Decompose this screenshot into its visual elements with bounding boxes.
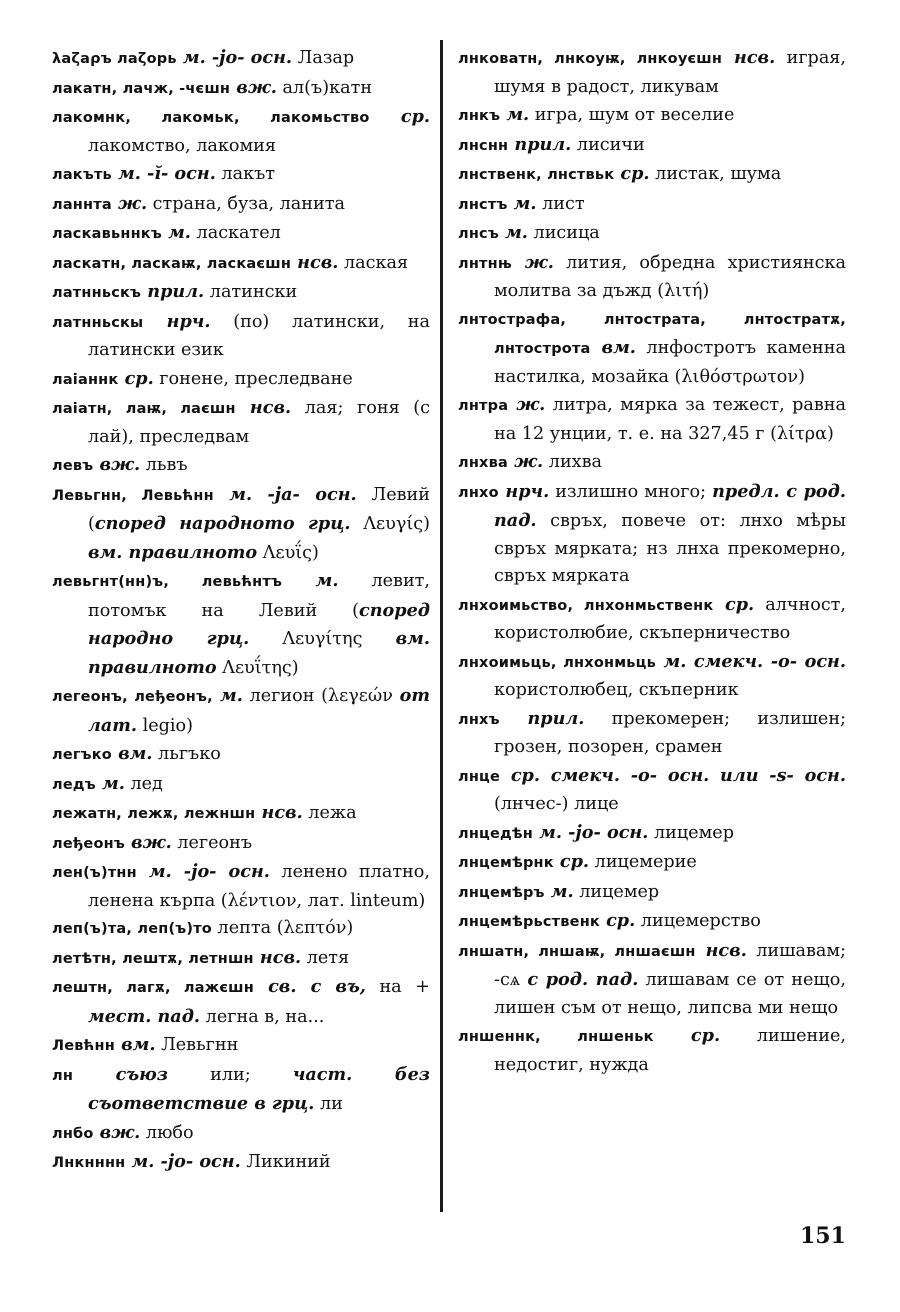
headword: леђеонъ (52, 835, 125, 852)
definition: или; (168, 1064, 293, 1085)
definition: лицемерство (635, 911, 761, 931)
grammar-label: м. -јо- осн. (136, 861, 270, 882)
grammar-label: ср. (118, 367, 154, 389)
dictionary-entry (52, 973, 430, 1031)
headword: Левьгнн, Левьћнн (52, 487, 214, 504)
grammar-label: част. без съответствие в грц. (88, 1063, 431, 1114)
definition: користолюбец, скъперник (494, 680, 739, 700)
definition: Λευΐς) (257, 542, 319, 563)
headword: лнкъ (458, 108, 501, 124)
headword: лнтнњ (458, 255, 512, 272)
dictionary-entry (458, 190, 846, 220)
grammar-label: м. -јa- осн. (213, 483, 357, 505)
dictionary-entry (52, 394, 430, 451)
grammar-label: прил. (141, 281, 205, 302)
definition: лицемер (648, 822, 734, 843)
dictionary-entry (458, 705, 846, 762)
grammar-label: ср. (713, 593, 755, 615)
definition: прекомерен; излишен; грозен, позорен, срамен (494, 708, 847, 757)
dictionary-entry (458, 131, 846, 161)
left-column (52, 44, 430, 1178)
definition: лед (124, 773, 163, 794)
definition: латински (204, 282, 298, 302)
dictionary-entry (52, 219, 430, 249)
definition: Лазар (292, 48, 355, 68)
definition: льгъко (152, 744, 221, 764)
definition: ал(ъ)катн (276, 77, 373, 98)
grammar-label: м. (544, 880, 574, 902)
headword: лежатн, лежѫ, лежншн (52, 806, 256, 822)
headword: лаіаннк (52, 371, 119, 388)
dictionary-entry (52, 481, 430, 568)
definition: legio) (137, 715, 194, 736)
dictionary-entry (52, 1061, 430, 1119)
grammar-label: според народно грц. (88, 599, 430, 649)
dictionary-entry (458, 249, 846, 306)
dictionary-entry (458, 219, 846, 249)
definition: лицемерие (589, 852, 697, 872)
grammar-label: вж. (230, 76, 277, 98)
headword: лакомнк, лакомьк, лакомьство (52, 110, 370, 126)
definition: легеонъ (171, 832, 253, 853)
definition: (лнчес-) лице (494, 794, 619, 814)
definition: левит, потомък на Левий ( (88, 571, 430, 621)
dictionary-entry (52, 74, 430, 104)
grammar-label: м. (498, 222, 528, 243)
grammar-label: ср. смекч. -о- осн. или -s- осн. (500, 764, 846, 786)
dictionary-entry (52, 567, 430, 682)
grammar-label: ср. (653, 1025, 721, 1046)
definition: игра, шум от веселие (529, 105, 735, 125)
headword: λаζаρъ лаζорь (52, 51, 177, 67)
definition: Λευΐτης) (216, 657, 299, 678)
headword: лнцемѣрьственк (458, 914, 600, 930)
headword: лнхоимьство, лнхонмьственк (458, 597, 714, 614)
definition: Ликиний (240, 1152, 331, 1172)
grammar-label: ср. (369, 106, 430, 127)
definition: Λευγίτης (249, 629, 396, 649)
headword: летѣтн, лештѫ, летншн (52, 950, 254, 967)
headword: ласкавьннкъ (52, 226, 162, 242)
headword: лнцемѣрнк (458, 855, 554, 871)
dictionary-entry (52, 190, 430, 220)
grammar-label: ср. (599, 910, 636, 931)
dictionary-entry (52, 944, 430, 974)
headword: лнтра (458, 398, 509, 414)
grammar-label: от лат. (88, 685, 430, 736)
grammar-label: ж. (111, 192, 148, 214)
dictionary-entry (52, 308, 430, 365)
grammar-label: нрч. (498, 480, 550, 502)
headword: левъ (52, 458, 94, 474)
definition: лишавам се от нещо, лишен съм от нещо, липсва ми нещо (494, 970, 846, 1018)
headword: Лнкнннн (52, 1155, 126, 1171)
headword: леп(ъ)та, леп(ъ)то (52, 921, 212, 937)
definition: Левий ( (88, 484, 431, 534)
definition: лакът (215, 164, 276, 184)
grammar-label: съюз (73, 1063, 169, 1085)
definition: летя (301, 947, 350, 968)
headword: лен(ъ)тнн (52, 865, 137, 881)
grammar-label: нсв. (235, 397, 292, 418)
dictionary-entry (52, 770, 430, 800)
definition: лишавам; -сѧ (494, 940, 846, 990)
dictionary-entry (458, 160, 846, 190)
headword: ласкатн, ласкаѭ, ласкаєшн (52, 255, 292, 272)
definition: легна в, на... (200, 1006, 325, 1027)
dictionary-entry (52, 915, 430, 944)
dictionary-entry (52, 365, 430, 395)
dictionary-entry (52, 103, 430, 160)
dictionary-entry (458, 1022, 846, 1079)
grammar-label: нсв. (253, 946, 302, 968)
headword: лнснн (458, 137, 509, 154)
grammar-label: нсв. (695, 939, 747, 961)
dictionary-entry (52, 160, 430, 190)
definition: литра, мярка за тежест, равна на 12 унции, т. е. на 327,45 г (λίτρα) (494, 395, 846, 444)
grammar-label: нсв. (255, 802, 303, 823)
dictionary-entry (458, 591, 846, 648)
definition: лишение, недостиг, нужда (494, 1026, 846, 1075)
dictionary-entry (52, 740, 430, 770)
headword: лнхоимьць, лнхонмьць (458, 654, 656, 671)
headword: латнньскы (52, 314, 144, 331)
headword: лнхо (458, 484, 499, 501)
grammar-label: предл. с род. пад. (494, 480, 846, 531)
headword: лнственк, лнствьк (458, 167, 615, 183)
grammar-label: вж. (93, 454, 141, 475)
grammar-label: вж. (124, 831, 172, 853)
grammar-label: м. (282, 570, 339, 591)
dictionary-entry (52, 1031, 430, 1061)
definition: легион (λεγεών (242, 686, 400, 706)
headword: латнньскъ (52, 285, 142, 301)
grammar-label: нрч. (143, 310, 211, 332)
grammar-label: прил. (508, 133, 572, 155)
grammar-label: прил. (499, 707, 585, 729)
dictionary-entry (458, 448, 846, 478)
dictionary-entry (52, 44, 430, 74)
headword: легеонъ, леђеонъ, (52, 689, 213, 705)
headword: ледъ (52, 776, 96, 793)
dictionary-entry (52, 799, 430, 829)
definition: алчност, користолюбие, скъперничество (494, 594, 846, 643)
definition: любо (140, 1122, 194, 1143)
definition: лития, обредна християнска молитва за дъжд (λιτή) (494, 252, 846, 301)
headword: ланнта (52, 196, 112, 213)
grammar-label: м. -јо- осн. (125, 1151, 241, 1172)
dictionary-entry (52, 249, 430, 279)
grammar-label: м. -јо- осн. (533, 821, 649, 843)
grammar-label: ж. (508, 394, 546, 415)
dictionary-entry (52, 278, 430, 308)
dictionary-entry (52, 451, 430, 481)
definition: излишно много; (549, 481, 713, 502)
dictionary-entry (458, 848, 846, 878)
headword: левьгнт(нн)ъ, левьћнтъ (52, 574, 283, 590)
right-column (458, 44, 846, 1079)
dictionary-entry (52, 1148, 430, 1178)
dictionary-entry (458, 648, 846, 705)
dictionary-entry (52, 1119, 430, 1149)
grammar-label: св. с въ, (253, 976, 366, 997)
definition: Левьгнн (155, 1035, 239, 1055)
headword: лнцемѣръ (458, 884, 545, 901)
headword: лнхъ (458, 711, 500, 728)
headword: лештн, лагѫ, лажєшн (52, 980, 254, 996)
headword: лнковатн, лнкоуѭ, лнкоуєшн (458, 51, 723, 67)
grammar-label: с род. пад. (527, 969, 639, 990)
grammar-label: м. (507, 192, 537, 214)
headword: лаіатн, лаѭ, лаєшн (52, 401, 236, 417)
grammar-label: вм. (114, 1034, 156, 1055)
dictionary-entry (458, 878, 846, 908)
headword: легъко (52, 747, 112, 763)
headword: лншеннк, лншеньк (458, 1029, 654, 1045)
dictionary-entry (458, 819, 846, 849)
definition: лисичи (571, 134, 645, 155)
dictionary-entry (458, 762, 846, 819)
grammar-label: нсв. (291, 251, 339, 273)
grammar-label: ж. (507, 451, 544, 472)
definition: лепта (λεπτόν) (211, 918, 354, 938)
definition: лихва (543, 452, 602, 472)
definition: свръх, повече от: лнхо мѣры свръх мярката; нз лнха прекомерно, свръх мярката (494, 511, 846, 586)
grammar-label: мест. пад. (88, 1005, 201, 1027)
headword: лнтострафа, лнтострата, лнтостратѫ, лнтострота (458, 311, 846, 357)
headword: лнбо (52, 1125, 94, 1142)
grammar-label: ж. (511, 251, 554, 273)
definition: ли (314, 1094, 343, 1114)
headword: лншатн, лншаѭ, лншаєшн (458, 943, 696, 960)
definition: Λευγίς) (350, 514, 430, 534)
dictionary-entry (52, 829, 430, 859)
grammar-label: вм. (590, 337, 636, 358)
dictionary-entry (52, 858, 430, 915)
page-number: 151 (800, 1223, 846, 1249)
grammar-label: вм. (111, 743, 153, 764)
headword: лн (52, 1067, 74, 1084)
definition: играя, шумя в радост, ликувам (494, 48, 846, 97)
headword: лнсъ (458, 226, 499, 242)
grammar-label: ср. (614, 163, 650, 184)
definition: гонене, преследване (153, 368, 353, 389)
definition: львъ (140, 455, 188, 475)
headword: лнце (458, 768, 501, 785)
grammar-label: ср. (553, 851, 590, 872)
headword: Левћнн (52, 1038, 115, 1054)
headword: лакатн, лачж, -чєшн (52, 80, 231, 97)
definition: на + (365, 977, 430, 997)
grammar-label: м. смекч. -о- осн. (655, 650, 846, 672)
definition: ласкател (190, 223, 281, 243)
dictionary-entry (458, 101, 846, 131)
definition: лежа (302, 803, 357, 823)
dictionary-entry (458, 478, 846, 591)
headword: лакъть (52, 167, 112, 183)
definition: листак, шума (649, 164, 782, 184)
dictionary-entry (52, 682, 430, 740)
definition: лаская (338, 252, 409, 273)
grammar-label: м. (500, 104, 530, 125)
dictionary-entry (458, 937, 846, 1023)
definition: лисица (527, 223, 600, 243)
headword: лнцедѣн (458, 825, 534, 842)
grammar-label: м. (212, 685, 243, 706)
grammar-label: според народното грц. (94, 513, 351, 534)
grammar-label: нсв. (722, 47, 776, 68)
grammar-label: вм. правилното (88, 628, 431, 678)
definition: лист (536, 193, 585, 214)
definition: ленено платно, ленена кърпа (λέντιον, лат. linteum) (88, 862, 430, 911)
definition: лая; гоня (с лай), преследвам (88, 398, 430, 447)
headword: лнхва (458, 455, 508, 471)
grammar-label: м. (95, 772, 125, 794)
column-divider (440, 40, 443, 1212)
definition: лицемер (573, 881, 660, 902)
grammar-label: м. (161, 222, 191, 243)
definition: лнфостротъ каменна настилка, мозайка (λιθόστρωτον) (494, 338, 846, 387)
grammar-label: м. -ĭ- осн. (111, 163, 216, 184)
dictionary-entry (458, 391, 846, 448)
dictionary-entry (458, 907, 846, 937)
definition: (по) латински, на латински език (88, 311, 430, 360)
definition: страна, буза, ланита (147, 193, 345, 214)
grammar-label: м. -јо- осн. (176, 47, 293, 68)
grammar-label: вм. правилното (88, 541, 258, 563)
grammar-label: вж. (93, 1121, 141, 1143)
definition: лакомство, лакомия (88, 135, 276, 156)
dictionary-entry (458, 44, 846, 101)
headword: лнстъ (458, 196, 508, 213)
dictionary-entry (458, 306, 846, 392)
